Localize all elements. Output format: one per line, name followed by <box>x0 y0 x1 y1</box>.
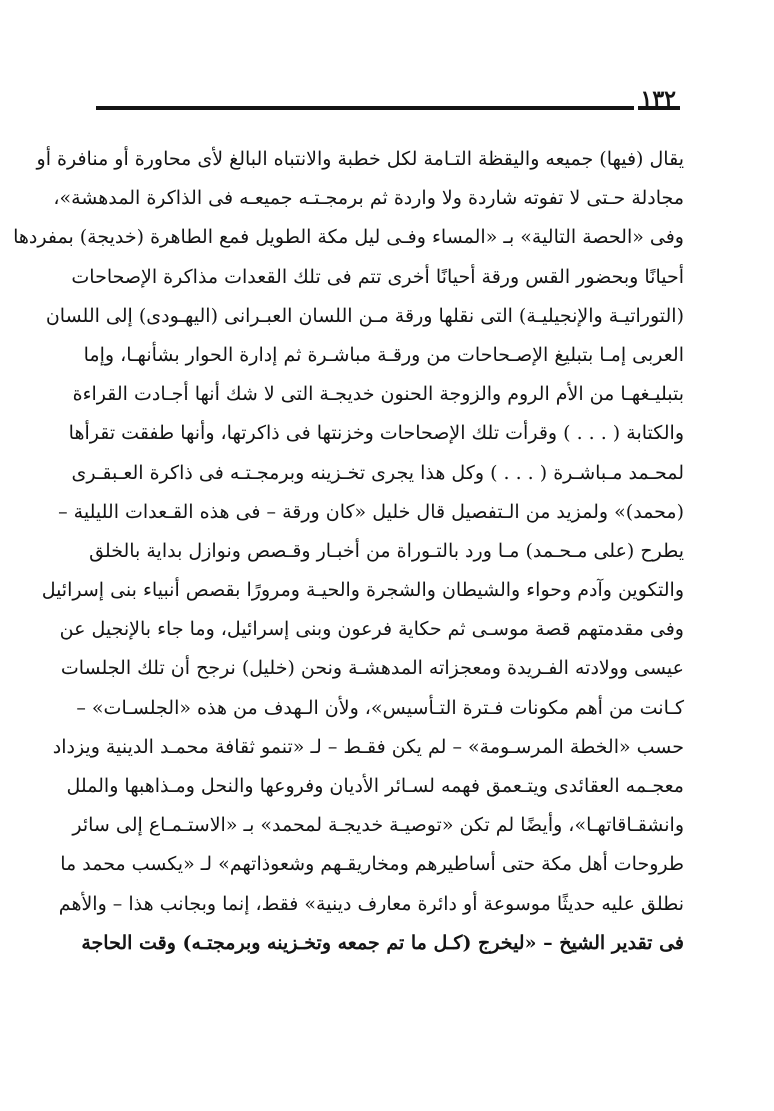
text-line: مجادلة حـتى لا تفوته شاردة ولا واردة ثم برمجـتـه جميعـه فى الذاكرة المدهشة»، <box>53 187 684 210</box>
text-line: وفى «الحصة التالية» بـ «المساء وفـى ليل مكة الطويل فمع الطاهرة (خديجة) بمفردها <box>13 226 684 249</box>
text-line: (التوراتيـة والإنجيليـة) التى نقلها ورقة مـن اللسان العبـرانى (اليهـودى) إلى اللسان <box>45 304 684 327</box>
text-line: والكتابة ( . . . ) وقرأت تلك الإصحاحات وخزنتها فى ذاكرتها، وأنها طفقت تقرأها <box>68 422 684 445</box>
text-line: عيسى وولادته الفـريدة ومعجزاته المدهشـة ونحن (خليل) نرجح أن تلك الجلسات <box>60 657 684 680</box>
text-line: بتبليـغهـا من الأم الروم والزوجة الحنون خديجـة التى لا شك أنها أجـادت القراءة <box>72 383 684 406</box>
text-line: (محمد)» ولمزيد من الـتفصيل قال خليل «كان ورقة – فى هذه القـعدات الليلية – <box>58 500 684 523</box>
text-line: يقال (فيها) جميعه واليقظة التـامة لكل خطبة والانتباه البالغ لأى محاورة أو منافرة أو <box>36 148 684 170</box>
page-header <box>96 88 680 118</box>
page-number: ١٣٢ <box>640 86 676 112</box>
text-line: والتكوين وآدم وحواء والشيطان والشجرة والحيـة ومرورًا بقصص أنبياء بنى إسرائيل <box>41 579 684 602</box>
text-line: وانشقـاقاتهـا»، وأيضًا لم تكن «توصيـة خديجـة لمحمد» بـ «الاستـمـاع إلى سائر <box>72 814 684 837</box>
text-line: كـانت من أهم مكونات فـترة التـأسيس»، ولأن الـهدف من هذه «الجلسـات» – <box>76 696 684 719</box>
text-line: يطرح (على مـحـمد) مـا ورد بالتـوراة من أخبـار وقـصص ونوازل بداية بالخلق <box>89 539 684 562</box>
text-line: طروحات أهل مكة حتى أساطيرهم ومخاريقـهم وشعوذاتهم» لـ «يكسب محمد ما <box>60 853 684 876</box>
text-line: لمحـمد مـباشـرة ( . . . ) وكل هذا يجرى تخـزينه وبرمجـتـه فى ذاكرة العـبقـرى <box>71 461 684 484</box>
text-line: أحيانًا وبحضور القس ورقة أحيانًا أخرى تتم فى تلك القعدات مذاكرة الإصحاحات <box>71 265 684 288</box>
text-line: العربى إمـا بتبليغ الإصـحاحات من ورقـة مباشـرة ثم إدارة الحوار بشأنهـا، وإما <box>83 343 684 366</box>
text-line: فى تقدير الشيخ – «ليخرج (كـل ما تم جمعه وتخـزينه وبرمجتـه) وقت الحاجة <box>81 931 684 954</box>
header-rule <box>96 106 634 110</box>
text-line: نطلق عليه حديثًا موسوعة أو دائرة معارف دينية» فقط، إنما وبجانب هذا – والأهم <box>58 892 684 915</box>
text-line: حسب «الخطة المرسـومة» – لم يكن فقـط – لـ «تنمو ثقافة محمـد الدينية ويزداد <box>52 735 684 758</box>
text-line: معجـمه العقائدى ويتـعمق فهمه لسـائر الأديان وفروعها والنحل ومـذاهبها والملل <box>66 775 684 797</box>
body-text <box>13 140 684 963</box>
text-line: وفى مقدمتهم قصة موسـى ثم حكاية فرعون وبنى إسرائيل، وما جاء بالإنجيل عن <box>59 618 684 641</box>
